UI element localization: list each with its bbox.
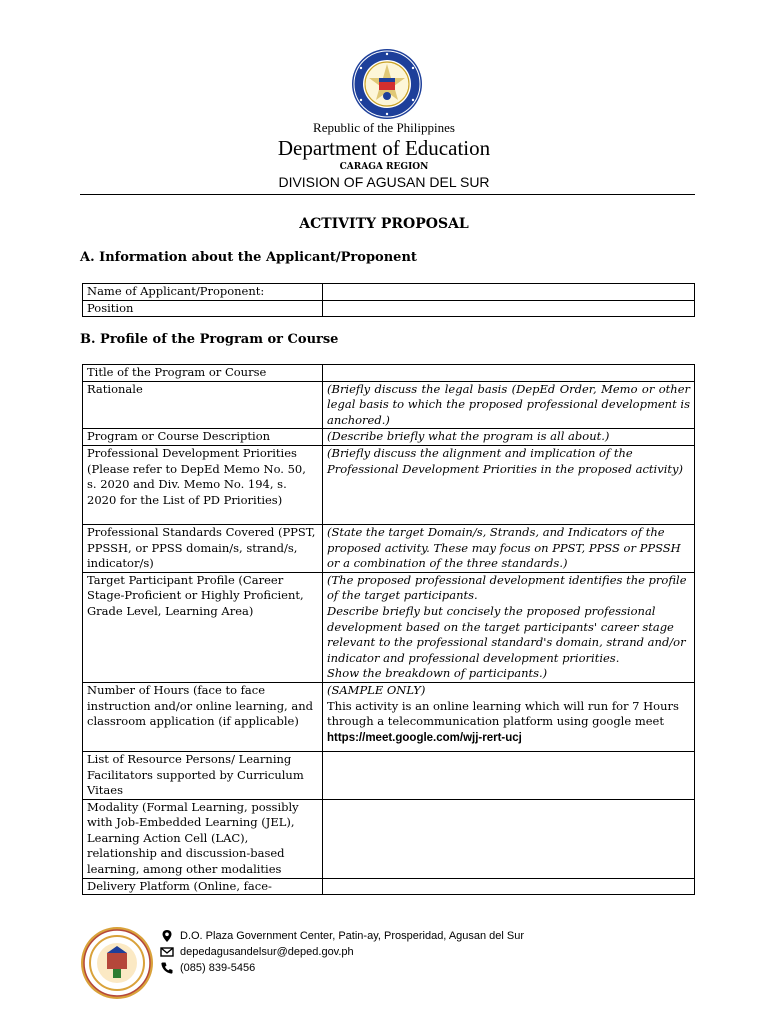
professional-standards-label: Professional Standards Covered (PPST, PPSSH, or PPSS domain/s, strand/s, indicator/s): [83, 524, 323, 572]
target-participant-p3: Show the breakdown of participants.): [327, 666, 548, 681]
applicant-name-label: Name of Applicant/Proponent:: [83, 284, 323, 301]
meet-link[interactable]: https://meet.google.com/wjj-rert-ucj: [327, 731, 522, 744]
pd-priorities-value: (Briefly discuss the alignment and implication of the Professional Development Priorities in the proposed activity): [323, 445, 695, 524]
number-of-hours-label: Number of Hours (face to face instruction and/or online learning, and classroom application (if applicable): [83, 682, 323, 751]
section-a-heading: A. Information about the Applicant/Proponent: [80, 250, 417, 265]
hours-description: This activity is an online learning which will run for 7 Hours through a telecommunication platform using google meet: [327, 698, 679, 729]
delivery-platform-label: Delivery Platform (Online, face-: [83, 878, 323, 895]
resource-persons-label: List of Resource Persons/ Learning Facilitators supported by Curriculum Vitaes: [83, 751, 323, 799]
delivery-platform-value: [323, 878, 695, 895]
email-icon: [160, 945, 174, 959]
document-title: ACTIVITY PROPOSAL: [299, 216, 469, 232]
rationale-label: Rationale: [83, 381, 323, 429]
target-participant-value: [323, 572, 695, 682]
address-text: D.O. Plaza Government Center, Patin-ay, Prosperidad, Agusan del Sur: [180, 930, 525, 942]
section-b-heading: B. Profile of the Program or Course: [80, 332, 339, 347]
course-description-value: (Describe briefly what the program is all about.): [323, 429, 695, 446]
number-of-hours-value: [323, 682, 695, 751]
table-row: [83, 445, 695, 524]
target-participant-label: Target Participant Profile (Career Stage-Proficient or Highly Proficient, Grade Level, Learning Area): [83, 572, 323, 682]
footer-phone: [160, 961, 255, 975]
table-row: [83, 365, 695, 382]
rationale-value: (Briefly discuss the legal basis (DepEd Order, Memo or other legal basis to which the proposed professional development is anchored.): [323, 381, 695, 429]
table-row: [83, 799, 695, 878]
table-row: [83, 300, 695, 317]
pd-priorities-label: Professional Development Priorities (Please refer to DepEd Memo No. 50, s. 2020 and Div. Memo No. 194, s. 2020 for the List of PD Priorities): [83, 445, 323, 524]
division-label: DIVISION OF AGUSAN DEL SUR: [278, 174, 490, 190]
table-row: [83, 524, 695, 572]
program-title-value: [323, 365, 695, 382]
program-title-label: Title of the Program or Course: [83, 365, 323, 382]
sample-only-note: (SAMPLE ONLY): [327, 682, 426, 697]
deped-seal-logo: [351, 48, 423, 120]
applicant-info-table: [82, 283, 695, 317]
location-pin-icon: [160, 929, 174, 943]
table-row: [83, 878, 695, 895]
table-row: [83, 751, 695, 799]
applicant-name-value: [323, 284, 695, 301]
target-participant-p2: Describe briefly but concisely the proposed professional development based on the target participants' career stage relevant to the professional standard's domain, strand and/or indicator and professional development priorities.: [327, 603, 686, 665]
resource-persons-value: [323, 751, 695, 799]
phone-text: (085) 839-5456: [180, 962, 256, 974]
professional-standards-value: (State the target Domain/s, Strands, and Indicators of the proposed activity. These may focus on PPST, PPSS or PPSSH or a combination of the three standards.): [323, 524, 695, 572]
table-row: [83, 572, 695, 682]
table-row: [83, 284, 695, 301]
footer-address: [160, 929, 524, 943]
department-name: Department of Education: [277, 136, 491, 160]
division-seal-logo: [80, 926, 154, 1000]
table-row: [83, 429, 695, 446]
target-participant-p1: (The proposed professional development identifies the profile of the target participants.: [327, 572, 687, 603]
course-description-label: Program or Course Description: [83, 429, 323, 446]
modality-value: [323, 799, 695, 878]
region-label: CARAGA REGION: [339, 162, 429, 172]
table-row: [83, 381, 695, 429]
footer-email: [160, 945, 354, 959]
email-text[interactable]: depedagusandelsur@deped.gov.ph: [180, 946, 354, 958]
header-divider: [80, 194, 695, 195]
phone-icon: [160, 961, 174, 975]
republic-label: Republic of the Philippines: [313, 120, 455, 135]
position-label: Position: [83, 300, 323, 317]
table-row: [83, 682, 695, 751]
position-value: [323, 300, 695, 317]
program-profile-table: [82, 364, 695, 895]
modality-label: Modality (Formal Learning, possibly with Job-Embedded Learning (JEL), Learning Action Cell (LAC), relationship and discussion-based learning, among other modalities: [83, 799, 323, 878]
